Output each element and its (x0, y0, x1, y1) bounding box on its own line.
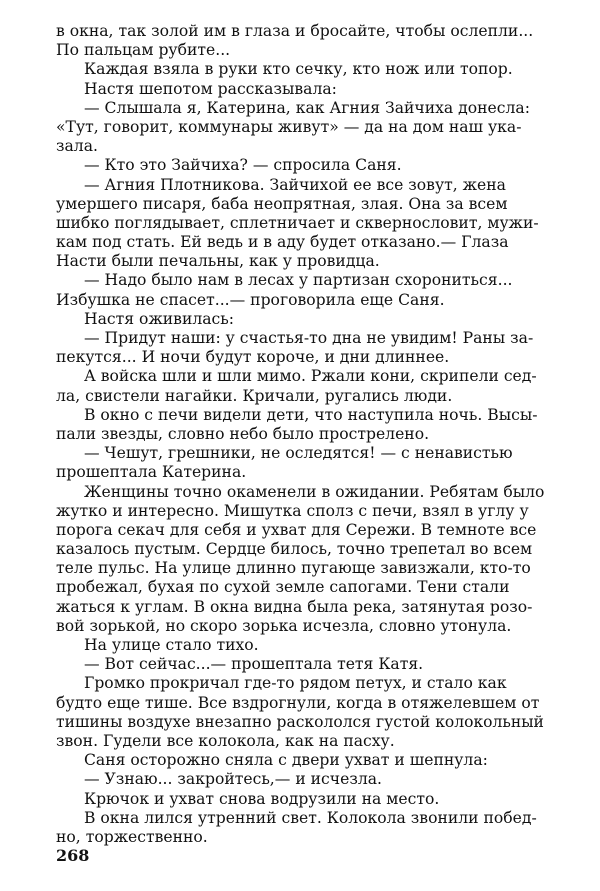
text-line: «Тут, говорит, коммунары живут» — да на дом наш ука- (56, 117, 522, 136)
text-line: прошептала Катерина. (56, 463, 247, 482)
text-line: — Вот сейчас...— прошептала тетя Катя. (84, 655, 424, 674)
text-line: теле пульс. На улице длинно пугающе завизжали, кто-то (56, 559, 531, 578)
text-line: А войска шли и шли мимо. Ржали кони, скрипели сед- (84, 367, 537, 386)
text-line: В окно с печи видели дети, что наступила ночь. Высы- (84, 405, 538, 424)
text-line: будто еще тише. Все вздрогнули, когда в отяжелевшем от (56, 693, 540, 712)
text-line: но, торжественно. (56, 827, 208, 846)
text-line: шибко поглядывает, сплетничает и сквернословит, мужи- (56, 213, 539, 232)
text-line: жаться к углам. В окна видна была река, затянутая розо- (56, 597, 533, 616)
text-line: — Надо было нам в лесах у партизан схорониться... (84, 271, 513, 290)
text-line: Крючок и ухват снова водрузили на место. (84, 789, 440, 808)
text-line: тишины воздухе внезапно раскололся густой колокольный (56, 712, 544, 731)
text-line: пекутся... И ночи будут короче, и дни длиннее. (56, 348, 450, 367)
text-line: — Чешут, грешники, не оследятся! — с ненавистью (84, 444, 513, 463)
text-line: жутко и интересно. Мишутка сполз с печи, взял в углу у (56, 501, 529, 520)
text-line: Женщины точно окаменели в ожидании. Ребятам было (84, 482, 545, 501)
text-line: Саня осторожно сняла с двери ухват и шепнула: (84, 751, 488, 770)
text-line: казалось пустым. Сердце билось, точно трепетал во всем (56, 540, 533, 559)
text-line: умершего писаря, баба неопрятная, злая. Она за всем (56, 194, 508, 213)
text-line: — Узнаю... закройтесь,— и исчезла. (84, 770, 382, 789)
text-line: в окна, так золой им в глаза и бросайте, чтобы ослепли... (56, 22, 534, 40)
text-line: Настя оживилась: (84, 309, 235, 328)
text-line: Каждая взяла в руки кто сечку, кто нож или топор. (84, 60, 513, 79)
text-line: кам под стать. Ей ведь и в аду будет отказано.— Глаза (56, 233, 509, 252)
text-line: — Агния Плотникова. Зайчихой ее все зовут, жена (84, 175, 506, 194)
text-line: вой зорькой, но скоро зорька исчезла, словно утонула. (56, 616, 512, 635)
text-line: Громко прокричал где-то рядом петух, и стало как (84, 674, 507, 693)
text-line: Избушка не спасет...— проговорила еще Саня. (56, 290, 445, 309)
text-line: Настя шепотом рассказывала: (84, 79, 337, 98)
text-line: порога секач для себя и ухват для Сережи. В темноте все (56, 520, 537, 539)
text-line: пробежал, бухая по сухой земле сапогами. Тени стали (56, 578, 510, 597)
text-line: зала. (56, 137, 98, 156)
page-number: 268 (56, 846, 90, 865)
book-page-text (56, 22, 544, 847)
text-line: Насти были печальны, как у провидца. (56, 252, 380, 271)
text-line: — Придут наши: у счастья-то дна не увидим! Раны за- (84, 329, 534, 347)
text-line: ла, свистели нагайки. Кричали, ругались люди. (56, 386, 453, 405)
text-line: По пальцам рубите... (56, 41, 231, 60)
text-line: — Кто это Зайчиха? — спросила Саня. (84, 156, 402, 175)
text-line: звон. Гудели все колокола, как на пасху. (56, 731, 395, 750)
text-line: пали звезды, словно небо было прострелено. (56, 424, 430, 443)
text-line: — Слышала я, Катерина, как Агния Зайчиха донесла: (84, 98, 530, 117)
text-line: В окна лился утренний свет. Колокола звонили побед- (84, 808, 537, 827)
text-line: На улице стало тихо. (84, 636, 259, 654)
